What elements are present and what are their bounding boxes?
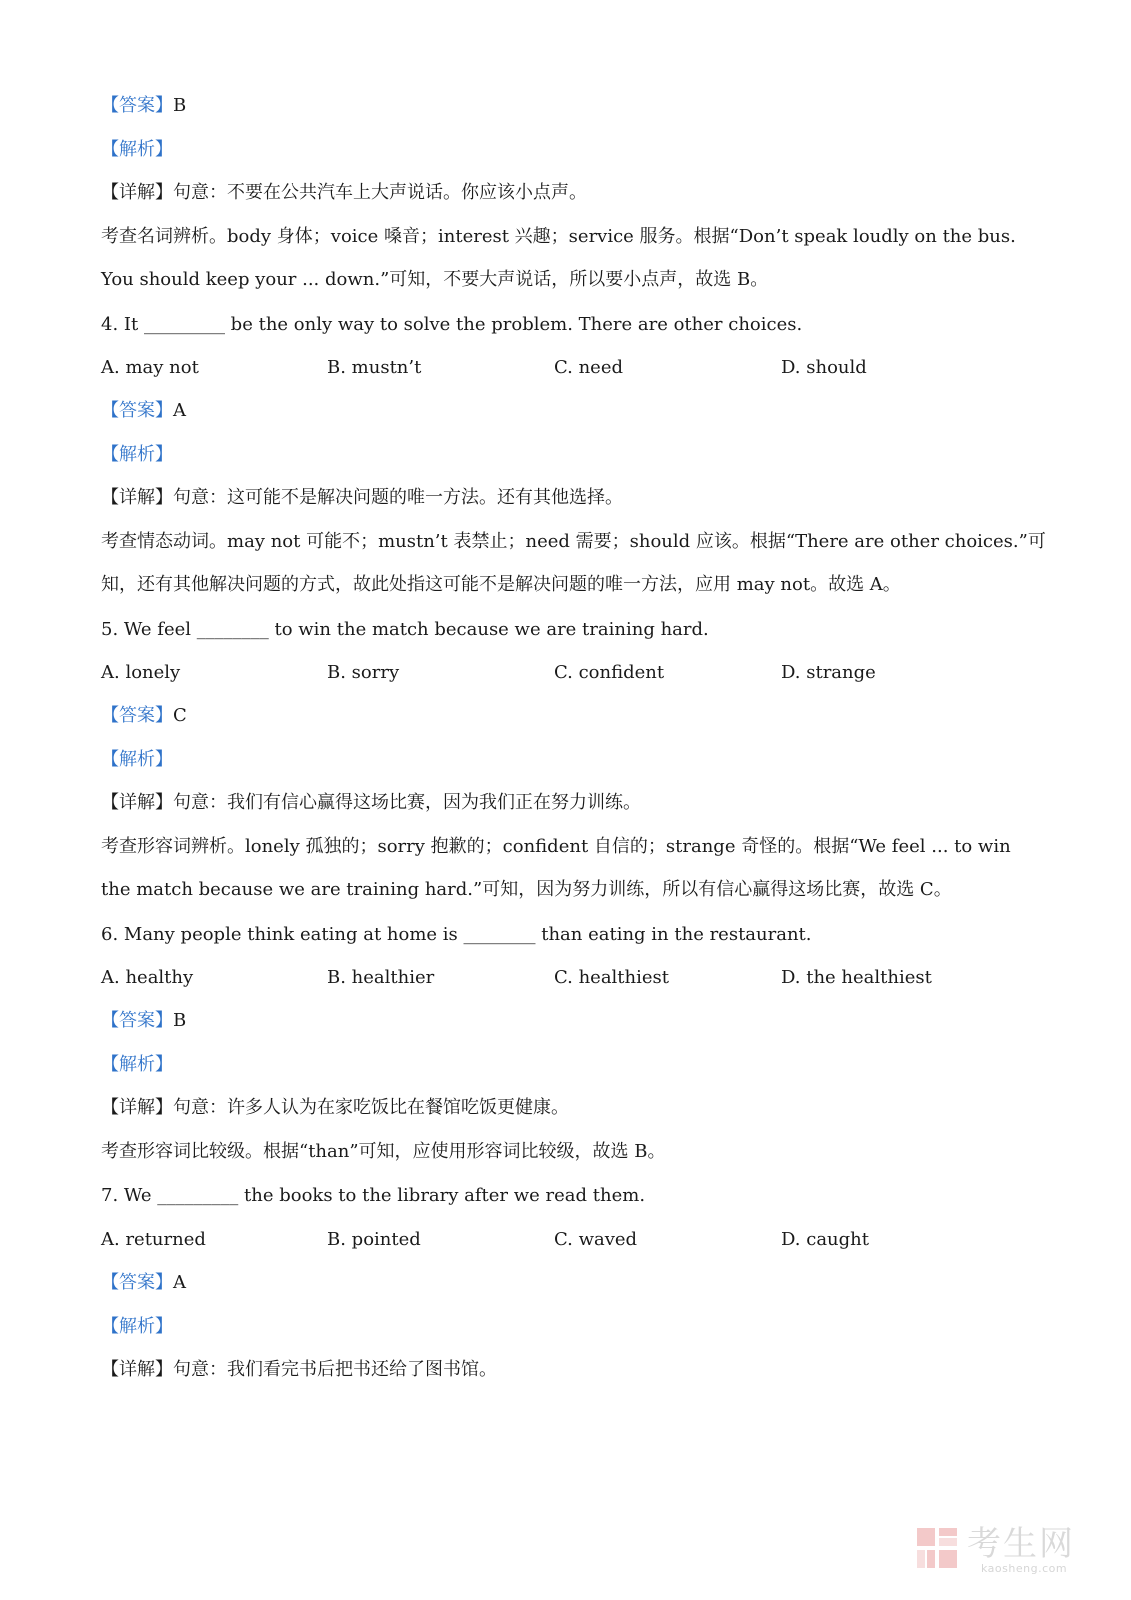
explanation-line: the match because we are training hard.”可知，因为努力训练，所以有信心赢得这场比赛，故选 C。 [101,879,952,900]
detail-label: 【详解】 [101,1097,173,1118]
answer-label: 【答案】 [101,1010,173,1031]
explanation-line: 考查情态动词。may not 可能不；mustn’t 表禁止；need 需要；should 应该。根据“There are other choices.”可 [101,531,1046,552]
option-c: C. confident [554,662,665,683]
question-stem: 6. Many people think eating at home is ________ than eating in the restaurant. [101,924,812,945]
question-stem: 5. We feel ________ to win the match because we are training hard. [101,619,709,640]
answer-line [101,700,187,732]
option-d: D. should [781,357,867,378]
option-b: B. pointed [327,1229,421,1250]
option-c: C. waved [554,1229,638,1250]
explanation-line: 考查形容词辨析。lonely 孤独的；sorry 抱歉的；confident 自信的；strange 奇怪的。根据“We feel ... to win [101,836,1011,857]
detail-label: 【详解】 [101,487,173,508]
detail-label: 【详解】 [101,1359,173,1380]
answer-value: A [173,1272,186,1293]
answer-line [101,395,186,427]
answer-line [101,90,186,122]
option-a: A. returned [101,1229,206,1250]
analysis-label: 【解析】 [101,1054,173,1075]
analysis-label: 【解析】 [101,139,173,160]
detail-text: 句意：我们看完书后把书还给了图书馆。 [173,1359,497,1380]
option-c: C. healthiest [554,967,670,988]
detail-line [101,787,641,819]
answer-label: 【答案】 [101,95,173,116]
detail-line [101,1092,569,1124]
option-d: D. strange [781,662,876,683]
question-stem: 4. It _________ be the only way to solve the problem. There are other choices. [101,314,803,335]
detail-line [101,1354,497,1386]
analysis-label: 【解析】 [101,1316,173,1337]
detail-label: 【详解】 [101,182,173,203]
explanation-line: You should keep your ... down.”可知，不要大声说话，所以要小点声，故选 B。 [101,269,769,290]
detail-label: 【详解】 [101,792,173,813]
answer-line [101,1005,186,1037]
answer-label: 【答案】 [101,1272,173,1293]
watermark-url: kaosheng.com [981,1562,1068,1575]
explanation-line: 考查形容词比较级。根据“than”可知，应使用形容词比较级，故选 B。 [101,1141,666,1162]
analysis-label: 【解析】 [101,444,173,465]
answer-line [101,1267,186,1299]
answer-value: A [173,400,186,421]
answer-label: 【答案】 [101,400,173,421]
option-b: B. mustn’t [327,357,422,378]
explanation-line: 考查名词辨析。body 身体；voice 嗓音；interest 兴趣；service 服务。根据“Don’t speak loudly on the bus. [101,226,1016,247]
watermark [915,1522,1095,1578]
option-a: A. lonely [101,662,181,683]
kaosheng-logo-icon [915,1526,961,1572]
answer-label: 【答案】 [101,705,173,726]
option-a: A. healthy [101,967,194,988]
question-stem: 7. We _________ the books to the library after we read them. [101,1185,646,1206]
option-d: D. the healthiest [781,967,932,988]
answer-value: C [173,705,187,726]
option-a: A. may not [101,357,199,378]
watermark-name: 考生网 [967,1524,1075,1564]
option-d: D. caught [781,1229,869,1250]
detail-line [101,482,623,514]
answer-value: B [173,1010,187,1031]
option-b: B. healthier [327,967,435,988]
detail-text: 句意：不要在公共汽车上大声说话。你应该小点声。 [173,182,587,203]
explanation-line: 知，还有其他解决问题的方式，故此处指这可能不是解决问题的唯一方法，应用 may not。故选 A。 [101,574,901,595]
detail-text: 句意：我们有信心赢得这场比赛，因为我们正在努力训练。 [173,792,641,813]
option-c: C. need [554,357,623,378]
detail-text: 句意：许多人认为在家吃饭比在餐馆吃饭更健康。 [173,1097,569,1118]
detail-text: 句意：这可能不是解决问题的唯一方法。还有其他选择。 [173,487,623,508]
analysis-label: 【解析】 [101,749,173,770]
detail-line [101,177,587,209]
answer-value: B [173,95,187,116]
option-b: B. sorry [327,662,400,683]
